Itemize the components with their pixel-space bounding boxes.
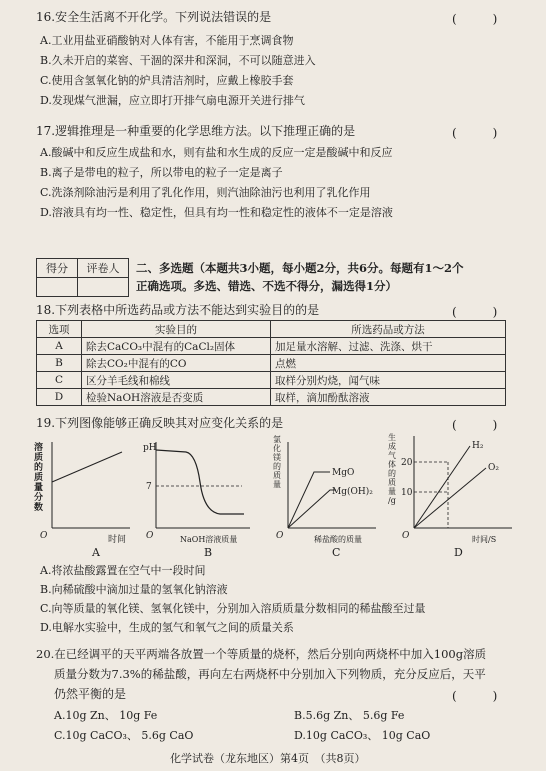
graph-b-curve: [156, 450, 244, 514]
q16-option-c: C.使用含氢氧化钠的炉具清洁剂时，应戴上橡胶手套: [40, 74, 294, 87]
q16-option-d: D.发现煤气泄漏，应立即打开排气扇电源开关进行排气: [40, 94, 305, 107]
section2-instructions: 正确选项。多选、错选、不选不得分，漏选得1分）: [136, 279, 397, 293]
graph-d-ylabel-1: 生: [388, 433, 396, 442]
q20-option-d: D.10g CaCO₃、 10g CaO: [294, 729, 431, 742]
q20-option-b: B.5.6g Zn、 5.6g Fe: [294, 709, 405, 722]
graph-a-ylabel-4: 质: [34, 473, 44, 483]
graph-d-h2-line: [414, 446, 470, 528]
q17-answer-paren: ( ): [452, 126, 498, 140]
q17-option-c: C.洗涤剂除油污是利用了乳化作用，则汽油除油污也利用了乳化作用: [40, 186, 371, 199]
graph-a-ylabel-7: 数: [34, 503, 44, 513]
q18-stem: 18.下列表格中所选药品或方法不能达到实验目的的是: [36, 303, 320, 317]
graph-a-ylabel-6: 分: [34, 493, 44, 503]
q20-option-c: C.10g CaCO₃、 5.6g CaO: [54, 729, 194, 742]
graph-d: [388, 432, 512, 544]
row-option: B: [37, 355, 82, 372]
graph-c-mgoh-line: [288, 490, 336, 528]
row-purpose: 除去CO₂中混有的CO: [82, 355, 271, 372]
q16-option-b: B.久未开启的菜窖、干涸的深井和深洞，不可以随意进入: [40, 54, 316, 67]
q19-answer-paren: ( ): [452, 418, 498, 432]
grader-label: 评卷人: [78, 259, 129, 278]
q19-option-d: D.电解水实验中，生成的氢气和氧气之间的质量关系: [40, 621, 294, 634]
row-purpose: 区分羊毛线和棉线: [82, 372, 271, 389]
graph-c-mgo-label: MgO: [332, 468, 355, 478]
q18-answer-paren: ( ): [452, 305, 498, 319]
q19-option-a: A.将浓盐酸露置在空气中一段时间: [40, 564, 206, 577]
graph-c-xlabel: 稀盐酸的质量: [314, 535, 362, 544]
graph-d-ylabel-8: /g: [388, 496, 396, 505]
graph-d-ylabel-6: 质: [388, 478, 396, 487]
q17-option-a: A.酸碱中和反应生成盐和水，则有盐和水生成的反应一定是酸碱中和反应: [40, 146, 393, 159]
q20-line-2: 质量分数为7.3%的稀盐酸，再向左右两烧杯中分别加入下列物质，充分反应后，天平: [54, 667, 486, 681]
row-method: 取样，滴加酚酞溶液: [271, 389, 506, 406]
graph-d-tick-10: 10: [401, 488, 413, 498]
table-header-row: [37, 321, 506, 338]
graph-b-tick-7: 7: [146, 482, 152, 492]
graph-a-xlabel: 时间: [108, 535, 127, 545]
table-row: [37, 389, 506, 406]
graph-a-ylabel-1: 溶: [34, 443, 44, 453]
graph-b-letter: B: [204, 546, 213, 559]
graph-c-mgo-line: [288, 472, 330, 528]
graph-d-origin: O: [402, 531, 410, 541]
table-row: [37, 355, 506, 372]
graph-d-tick-20: 20: [401, 458, 413, 468]
q16-option-a: A.工业用盐亚硝酸钠对人体有害，不能用于烹调食物: [40, 34, 294, 47]
q17-option-b: B.离子是带电的粒子，所以带电的粒子一定是离子: [40, 166, 283, 179]
graph-d-ylabel-7: 量: [388, 487, 396, 496]
grader-cell: [78, 278, 129, 297]
row-method: 取样分别灼烧，闻气味: [271, 372, 506, 389]
header-method: 所选药品或方法: [271, 321, 506, 338]
row-option: D: [37, 389, 82, 406]
graph-c-letter: C: [332, 546, 341, 559]
row-method: 加足量水溶解、过滤、洗涤、烘干: [271, 338, 506, 355]
q20-line-3: 仍然平衡的是: [54, 687, 127, 701]
q18-table: [36, 320, 506, 406]
graph-c-ylabel-1: 氯: [273, 435, 281, 444]
graph-d-letter: D: [454, 546, 463, 559]
graph-a-origin: O: [40, 531, 48, 541]
section2-heading: 二、多选题（本题共3小题，每小题2分，共6分。每题有1～2个: [136, 261, 464, 275]
header-purpose: 实验目的: [82, 321, 271, 338]
table-row: [37, 338, 506, 355]
page-footer: 化学试卷（龙东地区）第4页 （共8页）: [170, 752, 366, 765]
q19-graphs: [30, 432, 520, 550]
q20-option-a: A.10g Zn、 10g Fe: [54, 709, 158, 722]
row-purpose: 除去CaCO₃中混有的CaCl₂固体: [82, 338, 271, 355]
header-option: 选项: [37, 321, 82, 338]
score-label: 得分: [37, 259, 78, 278]
q16-stem: 16.安全生活离不开化学。下列说法错误的是: [36, 10, 272, 24]
q17-stem: 17.逻辑推理是一种重要的化学思维方法。以下推理正确的是: [36, 124, 356, 138]
q19-option-c: C.向等质量的氧化镁、氢氧化镁中，分别加入溶质质量分数相同的稀盐酸至过量: [40, 602, 426, 615]
graph-a-letter: A: [92, 546, 100, 559]
q20-line-1: 20.在已经调平的天平两端各放置一个等质量的烧杯，然后分别向两烧杯中加入100g溶质: [36, 647, 487, 661]
q19-stem: 19.下列图像能够正确反映其对应变化关系的是: [36, 416, 284, 430]
q20-answer-paren: ( ): [452, 689, 498, 703]
graph-c-ylabel-3: 镁: [273, 453, 281, 462]
graph-c-mgoh-label: Mg(OH)₂: [332, 487, 373, 497]
row-option: C: [37, 372, 82, 389]
graph-c: [273, 434, 376, 544]
row-option: A: [37, 338, 82, 355]
q17-option-d: D.溶液具有均一性、稳定性，但具有均一性和稳定性的液体不一定是溶液: [40, 206, 393, 219]
graph-a: [33, 441, 130, 545]
graph-d-o2-line: [414, 468, 486, 528]
q16-answer-paren: ( ): [452, 12, 498, 26]
graph-b-origin: O: [146, 531, 154, 541]
graph-b-xlabel: NaOH溶液质量: [180, 535, 238, 544]
graph-d-ylabel-5: 的: [388, 469, 396, 478]
graph-d-ylabel-2: 成: [388, 442, 396, 451]
row-method: 点燃: [271, 355, 506, 372]
graph-d-ylabel-4: 体: [388, 460, 396, 469]
graph-d-xlabel: 时间/S: [472, 535, 497, 544]
graph-c-ylabel-6: 量: [273, 480, 281, 489]
graph-c-ylabel-4: 的: [273, 462, 281, 471]
graph-d-h2-label: H₂: [472, 441, 484, 451]
graph-b: [143, 442, 250, 544]
graph-d-o2-label: O₂: [488, 463, 499, 473]
graph-c-origin: O: [276, 531, 284, 541]
graph-b-ylabel: pH: [143, 443, 157, 453]
score-box: [36, 258, 129, 297]
graph-a-ylabel-5: 量: [34, 483, 44, 493]
q19-option-b: B.向稀硫酸中滴加过量的氢氧化钠溶液: [40, 583, 228, 596]
graph-a-ylabel-2: 质: [34, 453, 44, 463]
graph-c-ylabel-2: 化: [273, 444, 281, 453]
graph-c-ylabel-5: 质: [273, 471, 281, 480]
graph-a-curve: [52, 452, 122, 482]
graph-d-ylabel-3: 气: [388, 451, 396, 460]
table-row: [37, 372, 506, 389]
row-purpose: 检验NaOH溶液是否变质: [82, 389, 271, 406]
score-cell: [37, 278, 78, 297]
graph-a-ylabel-3: 的: [34, 463, 44, 473]
